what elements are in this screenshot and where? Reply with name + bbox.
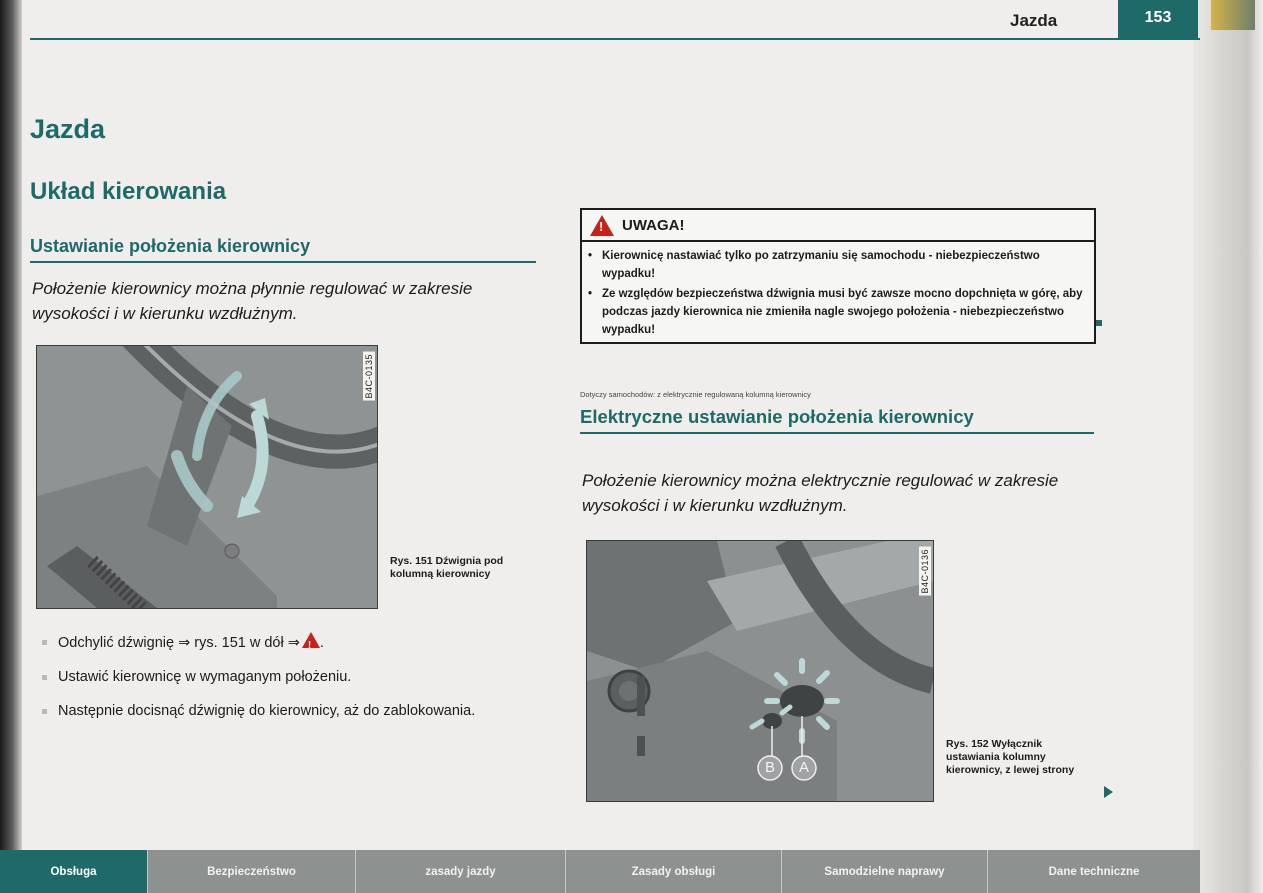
header-rule	[30, 38, 1200, 40]
list-item	[40, 667, 540, 688]
figure-code: B4C-0135	[364, 354, 374, 399]
warning-icon	[302, 632, 320, 648]
warning-item: • Ze względów bezpieczeństwa dźwignia musi być zawsze mocno dopchnięta w górę, aby podczas jazdy kierownica nie zmieniła nagle swojego położenia - niebezpieczeństwo wypadku!	[588, 285, 1088, 339]
steering-lever-illustration	[37, 346, 377, 608]
continue-arrow-icon	[1104, 786, 1113, 798]
tab-samodzielne-naprawy[interactable]	[782, 850, 988, 893]
warning-icon	[590, 215, 614, 236]
intro-text-electric: Położenie kierownicy można elektrycznie regulować w zakresie wysokości i w kierunku wzdłużnym.	[582, 471, 1059, 515]
tab-dane-techniczne[interactable]	[988, 850, 1200, 893]
tab-label: zasady jazdy	[425, 865, 496, 878]
step-text: Odchylić dźwignię ⇒ rys. 151 w dół ⇒	[58, 635, 300, 651]
tab-label: Samodzielne naprawy	[824, 865, 945, 878]
warning-item: • Kierownicę nastawiać tylko po zatrzymaniu się samochodu - niebezpieczeństwo wypadku!	[588, 247, 1088, 283]
page-number: 153	[1118, 0, 1198, 38]
subsection-title: Ustawianie położenia kierownicy	[30, 236, 536, 263]
chapter-marker-tab	[1211, 0, 1255, 30]
section-title: Układ kierowania	[30, 178, 227, 205]
callout-label-a: A	[798, 759, 809, 776]
tab-label: Dane techniczne	[1048, 865, 1140, 878]
tab-obsluga[interactable]	[0, 850, 148, 893]
callout-label-b: B	[764, 759, 775, 776]
tab-zasady-jazdy[interactable]	[356, 850, 566, 893]
subsection-title-electric: Elektryczne ustawianie położenia kierownicy	[580, 405, 1094, 434]
figure-steering-lever	[36, 345, 378, 609]
list-item	[40, 701, 540, 722]
tab-bezpieczenstwo[interactable]	[148, 850, 356, 893]
warning-header	[582, 210, 1094, 242]
step-text: Ustawić kierownicę w wymaganym położeniu.	[58, 669, 352, 685]
figure-column-switch	[586, 540, 934, 802]
instruction-list	[40, 632, 540, 735]
warning-title: UWAGA!	[622, 216, 685, 234]
bottom-tab-bar	[0, 850, 1200, 893]
intro-text: Położenie kierownicy można płynnie regulować w zakresie wysokości i w kierunku wzdłużnym.	[32, 279, 473, 323]
chapter-title: Jazda	[30, 114, 106, 144]
page-edge-left	[0, 0, 22, 893]
list-item: Odchylić dźwignię ⇒ rys. 151 w dół ⇒! .	[40, 632, 540, 654]
column-switch-illustration	[587, 541, 933, 801]
warning-list	[582, 242, 1094, 339]
tab-label: Bezpieczeństwo	[207, 865, 296, 878]
tab-label: Zasady obsługi	[631, 865, 716, 878]
page-edge-right	[1193, 0, 1263, 893]
figure-caption: Rys. 151 Dźwignia pod kolumną kierownicy	[390, 555, 504, 580]
step-text: Następnie docisnąć dźwignię do kierownicy, aż do zablokowania.	[58, 703, 476, 719]
figure-caption-2: Rys. 152 Wyłącznik ustawiania kolumny kierownicy, z lewej strony	[946, 738, 1075, 776]
section-end-marker	[1096, 320, 1102, 326]
running-header-title: Jazda	[1010, 11, 1058, 30]
applies-to-note: Dotyczy samochodów: z elektrycznie regulowaną kolumną kierownicy	[580, 390, 811, 399]
tab-label: Obsługa	[50, 865, 97, 878]
warning-box	[580, 208, 1096, 344]
tab-zasady-obslugi[interactable]	[566, 850, 782, 893]
figure-code: B4C-0136	[920, 549, 930, 594]
